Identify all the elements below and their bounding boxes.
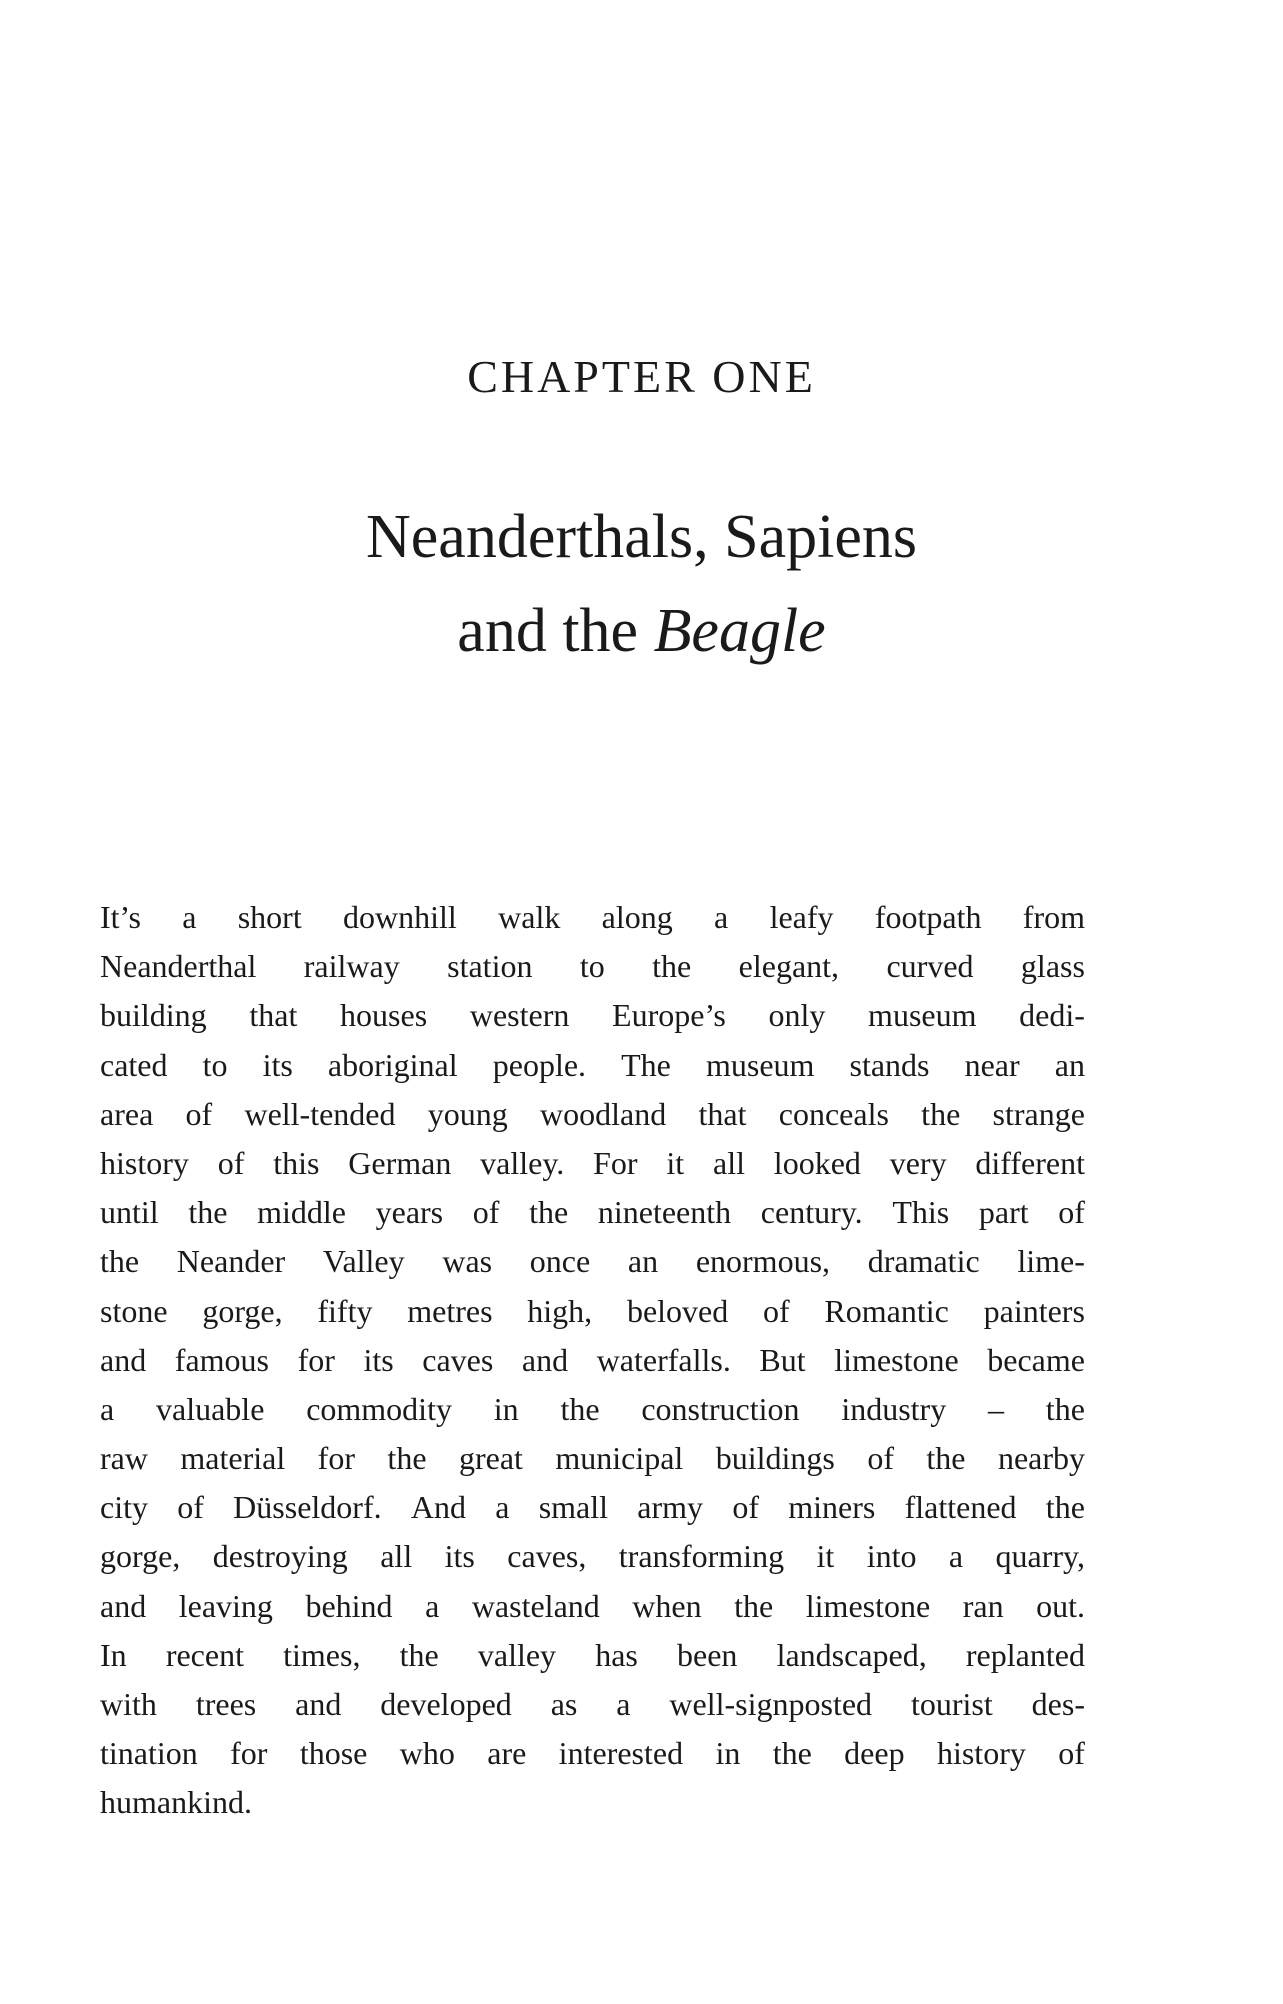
paragraph-line: with trees and developed as a well-signposted tourist des-	[100, 1686, 1085, 1722]
paragraph-line: until the middle years of the nineteenth century. This part of	[100, 1194, 1085, 1231]
paragraph-line: and famous for its caves and waterfalls. But limestone became	[100, 1341, 1085, 1378]
paragraph-line: and leaving behind a wasteland when the limestone ran out.	[100, 1587, 1085, 1624]
chapter-title-line-2	[0, 584, 1283, 678]
chapter-title-line-1: Neanderthals, Sapiens	[366, 503, 917, 571]
paragraph-line: tination for those who are interested in the deep history of	[100, 1735, 1085, 1772]
title-italic: Beagle	[653, 597, 826, 665]
paragraph-line: gorge, destroying all its caves, transforming it into a quarry,	[100, 1538, 1085, 1575]
paragraph-line: building that houses western Europe’s only museum dedi-	[100, 997, 1085, 1034]
paragraph-line: It’s a short downhill walk along a leafy footpath from	[100, 899, 1085, 935]
paragraph-line: a valuable commodity in the construction industry – the	[100, 1390, 1085, 1427]
paragraph-line: In recent times, the valley has been landscaped, replanted	[100, 1636, 1085, 1673]
paragraph-line: raw material for the great municipal buildings of the nearby	[100, 1440, 1085, 1477]
paragraph-line: humankind.	[100, 1784, 252, 1821]
paragraph-line: cated to its aboriginal people. The museum stands near an	[100, 1046, 1085, 1083]
chapter-label: CHAPTER ONE	[467, 351, 816, 402]
paragraph-line: the Neander Valley was once an enormous, dramatic lime-	[100, 1243, 1085, 1280]
chapter-title	[0, 490, 1283, 678]
paragraph-line: stone gorge, fifty metres high, beloved of Romantic painters	[100, 1292, 1085, 1329]
paragraph-line: history of this German valley. For it all looked very different	[100, 1144, 1085, 1181]
paragraph-line: city of Düsseldorf. And a small army of miners flattened the	[100, 1489, 1085, 1526]
body-paragraph	[100, 893, 1085, 1828]
paragraph-line: area of well-tended young woodland that conceals the strange	[100, 1095, 1085, 1132]
title-plain: and the	[457, 597, 654, 665]
paragraph-line: Neanderthal railway station to the elegant, curved glass	[100, 948, 1085, 985]
